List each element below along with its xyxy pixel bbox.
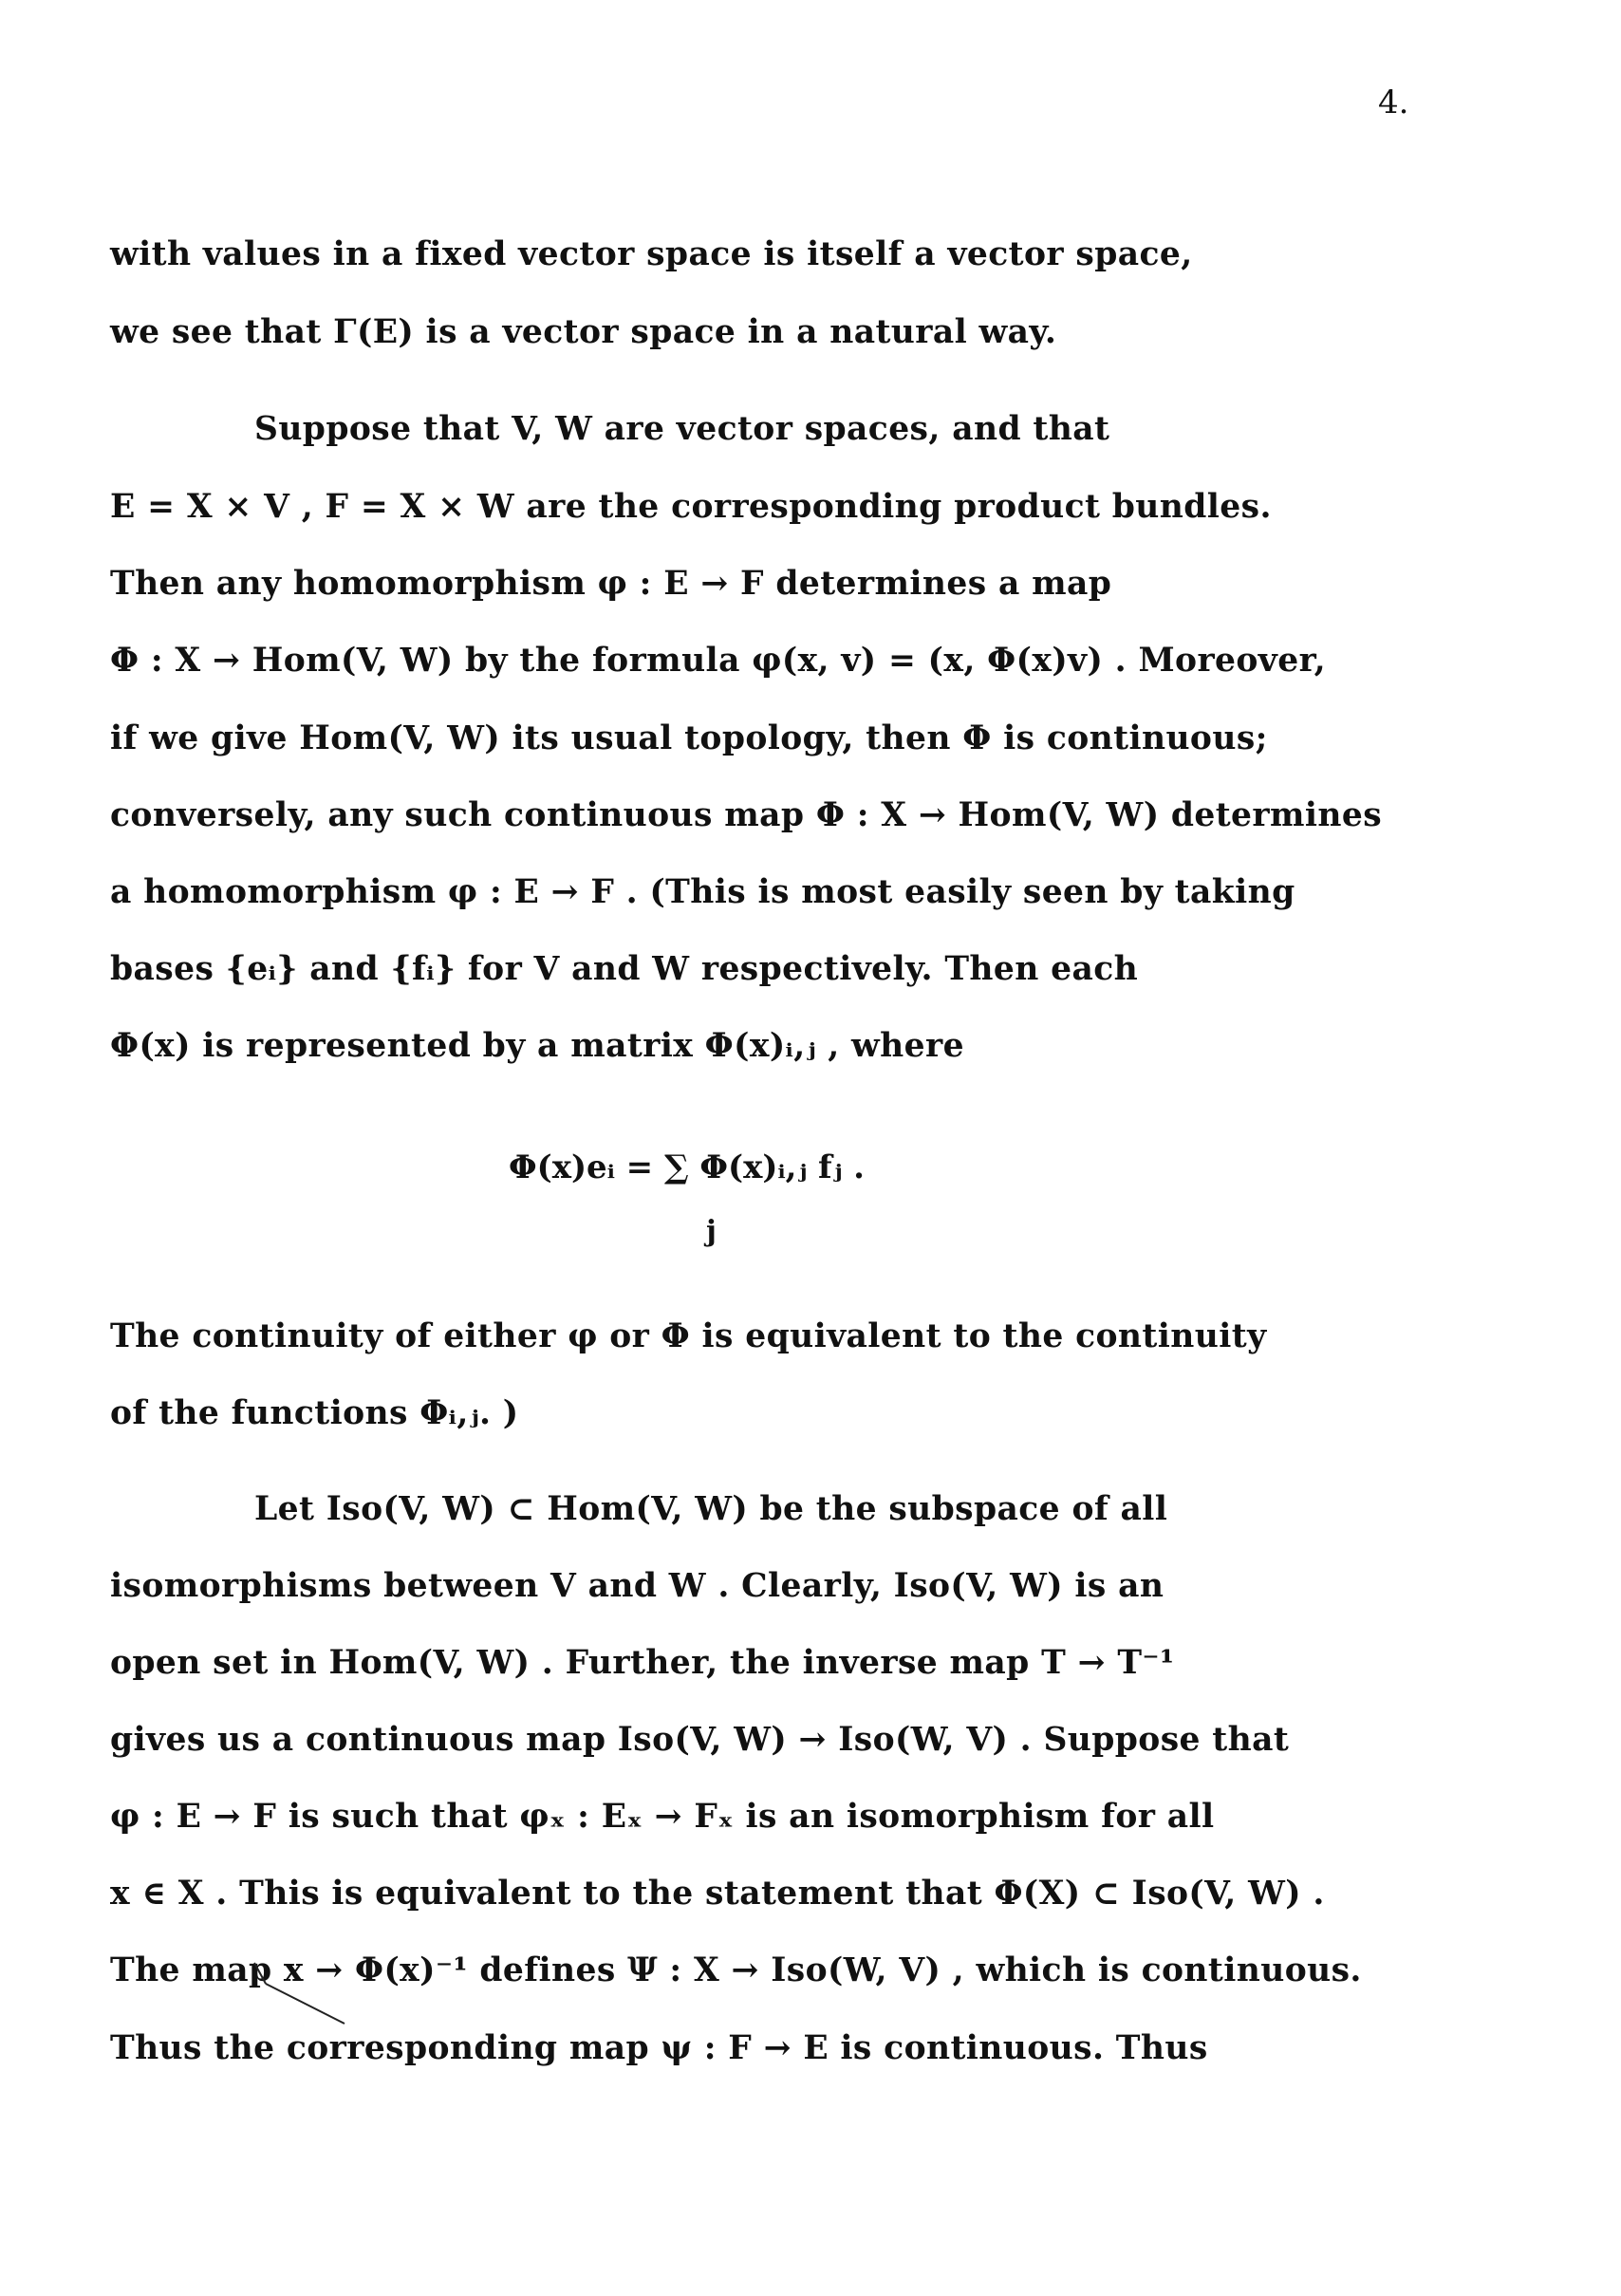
text-line-14: Let Iso(V, W) ⊂ Hom(V, W) be the subspace of all — [254, 1490, 1168, 1528]
text-line-7: if we give Hom(V, W) its usual topology, then Φ is continuous; — [110, 719, 1268, 757]
text-line-20: The map x → Φ(x)⁻¹ defines Ψ : X → Iso(W, V) , which is continuous. — [110, 1951, 1362, 1989]
text-line-8: conversely, any such continuous map Φ : X → Hom(V, W) determines — [110, 796, 1383, 834]
handwritten-pen-mark — [245, 1953, 359, 2029]
text-line-3: Suppose that V, W are vector spaces, and that — [254, 410, 1110, 448]
text-line-10: bases {eᵢ} and {fᵢ} for V and W respectively. Then each — [110, 950, 1139, 988]
text-line-1: with values in a fixed vector space is itself a vector space, — [110, 235, 1193, 273]
sum-index: j — [706, 1215, 717, 1248]
text-line-2: we see that Γ(E) is a vector space in a natural way. — [110, 313, 1057, 351]
text-line-15: isomorphisms between V and W . Clearly, Iso(V, W) is an — [110, 1567, 1165, 1605]
text-line-21: Thus the corresponding map ψ : F → E is continuous. Thus — [110, 2029, 1208, 2067]
text-line-9: a homomorphism φ : E → F . (This is most easily seen by taking — [110, 873, 1295, 911]
text-line-6: Φ : X → Hom(V, W) by the formula φ(x, v) = (x, Φ(x)v) . Moreover, — [110, 642, 1327, 680]
text-line-12: The continuity of either φ or Φ is equivalent to the continuity — [110, 1317, 1267, 1355]
text-line-16: open set in Hom(V, W) . Further, the inverse map T → T⁻¹ — [110, 1644, 1175, 1682]
text-line-18: φ : E → F is such that φₓ : Eₓ → Fₓ is an isomorphism for all — [110, 1798, 1215, 1836]
text-line-17: gives us a continuous map Iso(V, W) → Iso(W, V) . Suppose that — [110, 1721, 1290, 1759]
text-line-19: x ∈ X . This is equivalent to the statement that Φ(X) ⊂ Iso(V, W) . — [110, 1875, 1325, 1913]
page-number: 4. — [1378, 84, 1409, 121]
text-line-5: Then any homomorphism φ : E → F determines a map — [110, 565, 1112, 603]
display-formula: Φ(x)eᵢ = ∑ Φ(x)ᵢ,ⱼ fⱼ . — [509, 1148, 865, 1186]
text-line-4: E = X × V , F = X × W are the corresponding product bundles. — [110, 488, 1272, 526]
text-line-11: Φ(x) is represented by a matrix Φ(x)ᵢ,ⱼ , where — [110, 1027, 964, 1065]
text-line-13: of the functions Φᵢ,ⱼ. ) — [110, 1394, 519, 1432]
